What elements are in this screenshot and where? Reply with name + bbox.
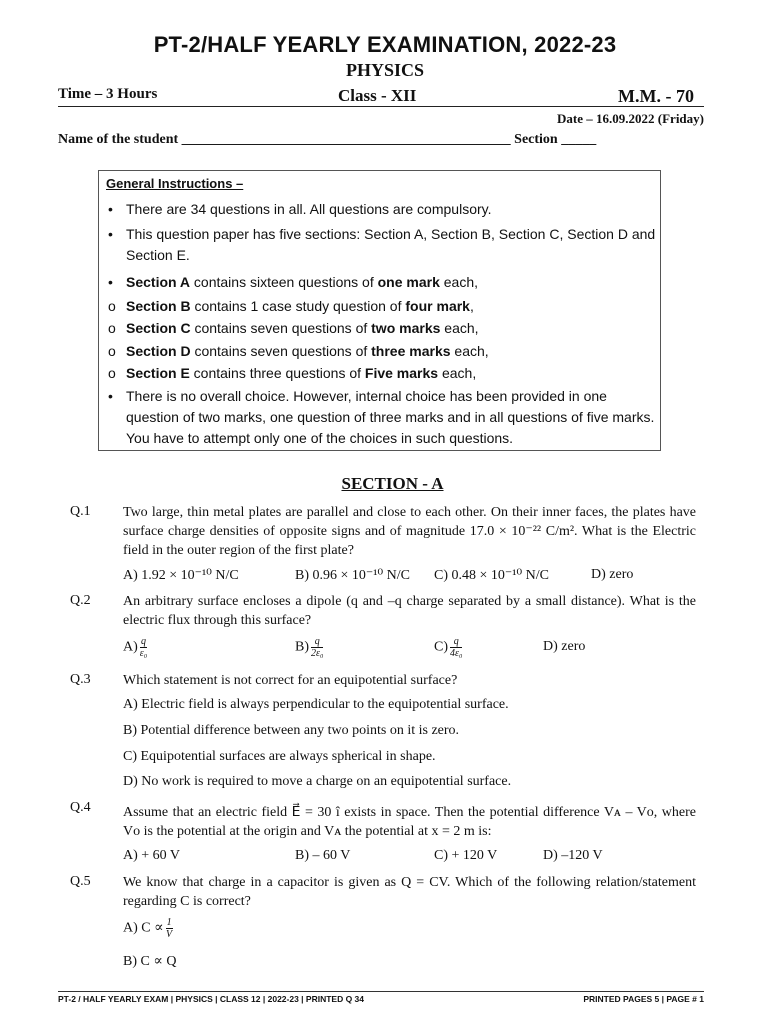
option-a: A) + 60 V (123, 848, 181, 863)
fraction-numerator: q (311, 636, 323, 648)
section-label: Section C (126, 320, 191, 336)
option-label: C) (434, 639, 448, 655)
bullet-icon: • (108, 226, 113, 242)
student-name-line: Name of the student _______________________________________________ Section _____ (58, 132, 597, 147)
fraction-numerator: 1 (166, 917, 172, 928)
question-text: We know that charge in a capacitor is given as Q = CV. Which of the following relation/statement regarding C is correct? (123, 875, 696, 909)
option-a (123, 636, 147, 659)
section-label: Section D (126, 343, 191, 359)
option-c: C) 0.48 × 10⁻¹⁰ N/C (434, 568, 549, 583)
instruction-part: contains seven questions of (190, 343, 372, 359)
option-label: A) (123, 639, 138, 655)
bullet-icon: • (108, 201, 113, 217)
fraction-numerator: q (140, 636, 146, 647)
option-a (123, 917, 173, 940)
instruction-text: This question paper has five sections: Section A, Section B, Section C, Section D and Section E. (126, 226, 656, 263)
question-text: Which statement is not correct for an equipotential surface? (123, 673, 458, 688)
instruction-text: There is no overall choice. However, internal choice has been provided in one question of two marks, one question of three marks and in all questions of five marks. You have to attempt only one of the choices in such questions. (126, 388, 655, 446)
option-b: B) – 60 V (295, 848, 351, 863)
question-text: Two large, thin metal plates are parallel and close to each other. On their inner faces, the plates have surface charge densities of opposite signs and of magnitude 17.0 × 10⁻²² C/m². What is the Electric field in the outer region of the first plate? (123, 505, 696, 558)
section-a-title: SECTION - A (341, 474, 444, 493)
marks-label: one mark (377, 274, 440, 290)
class-label: Class - XII (338, 86, 417, 105)
instruction-item (108, 318, 658, 339)
option-b: B) 0.96 × 10⁻¹⁰ N/C (295, 568, 410, 583)
instruction-part: each, (450, 343, 489, 359)
fraction-denominator: ε₀ (139, 648, 148, 659)
instruction-part: contains sixteen questions of (190, 274, 378, 290)
fraction (450, 636, 462, 659)
subject-title: PHYSICS (345, 60, 425, 80)
time-duration: Time – 3 Hours (58, 86, 158, 102)
instruction-part: contains 1 case study question of (190, 298, 406, 314)
circle-bullet-icon: o (108, 365, 116, 381)
bullet-icon: • (108, 274, 113, 290)
instruction-item (108, 341, 658, 362)
option-label: B) (295, 639, 309, 655)
question-text: An arbitrary surface encloses a dipole (q and –q charge separated by a small distance). What is the electric flux through this surface? (123, 594, 696, 628)
instruction-item (108, 386, 658, 449)
fraction (311, 636, 323, 659)
circle-bullet-icon: o (108, 320, 116, 336)
marks-label: four mark (405, 298, 470, 314)
option-label: A) C ∝ (123, 920, 164, 936)
question-number: Q.4 (70, 800, 91, 815)
circle-bullet-icon: o (108, 298, 116, 314)
option-a: A) 1.92 × 10⁻¹⁰ N/C (123, 568, 239, 583)
instruction-part: each, (440, 320, 479, 336)
instruction-text (126, 341, 658, 362)
fraction (140, 636, 147, 659)
instruction-part: contains seven questions of (190, 320, 372, 336)
section-label: Section B (126, 298, 191, 314)
option-c (434, 636, 462, 659)
max-marks: M.M. - 70 (618, 86, 694, 106)
instruction-item (108, 363, 658, 384)
footer-page-number: PRINTED PAGES 5 | PAGE # 1 (583, 994, 704, 1004)
marks-label: Five marks (364, 365, 439, 381)
circle-bullet-icon: o (108, 343, 116, 359)
question-number: Q.5 (70, 874, 91, 889)
footer-divider (58, 991, 704, 992)
fraction (166, 917, 173, 940)
bullet-icon: • (108, 388, 113, 404)
footer-left: PT-2 / HALF YEARLY EXAM | PHYSICS | CLASS 12 | 2022-23 | PRINTED Q 34 (58, 994, 365, 1004)
fraction-denominator: 2ε₀ (311, 648, 324, 659)
instruction-item (108, 199, 658, 220)
option-b: B) Potential difference between any two points on it is zero. (123, 723, 460, 738)
option-d: D) –120 V (543, 848, 603, 863)
fraction-numerator: q (450, 636, 462, 648)
fraction-denominator: V (166, 929, 173, 940)
option-a: A) Electric field is always perpendicular to the equipotential surface. (123, 697, 509, 712)
option-c: C) Equipotential surfaces are always spherical in shape. (123, 749, 436, 764)
question-text: Assume that an electric field E⃗ = 30 î exists in space. Then the potential difference Vᴀ – Vᴏ, where Vᴏ is the potential at the origin and Vᴀ the potential at x = 2 m is: (123, 805, 696, 839)
option-b (295, 636, 323, 659)
instruction-text (126, 296, 658, 317)
instruction-item (108, 224, 658, 266)
section-label: Section A (126, 274, 191, 290)
option-c: C) + 120 V (434, 848, 498, 863)
instruction-text (126, 272, 658, 293)
exam-title: PT-2/HALF YEARLY EXAMINATION, 2022-23 (153, 32, 617, 57)
question-number: Q.1 (70, 504, 91, 519)
instruction-text (126, 363, 658, 384)
option-d: D) zero (543, 639, 586, 654)
instructions-heading: General Instructions – (106, 176, 244, 191)
instruction-text (126, 318, 658, 339)
instruction-item (108, 272, 658, 293)
instruction-text: There are 34 questions in all. All questions are compulsory. (126, 201, 492, 217)
option-b: B) C ∝ Q (123, 954, 177, 969)
instruction-part: contains three questions of (189, 365, 365, 381)
instruction-part: , (469, 298, 474, 314)
section-label: Section E (126, 365, 190, 381)
marks-label: three marks (371, 343, 451, 359)
fraction-denominator: 4ε₀ (450, 648, 463, 659)
marks-label: two marks (371, 320, 441, 336)
question-number: Q.2 (70, 593, 91, 608)
instruction-item (108, 296, 658, 317)
instruction-part: each, (438, 365, 477, 381)
header-divider (58, 106, 704, 107)
question-number: Q.3 (70, 672, 91, 687)
option-d: D) No work is required to move a charge on an equipotential surface. (123, 774, 512, 789)
instruction-part: each, (439, 274, 478, 290)
exam-date: Date – 16.09.2022 (Friday) (557, 111, 704, 126)
option-d: D) zero (591, 567, 634, 582)
